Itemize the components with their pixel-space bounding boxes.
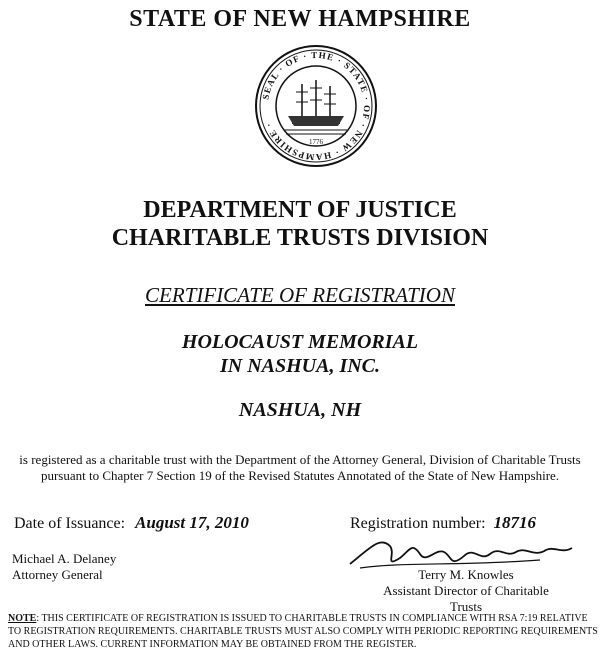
attorney-general-block xyxy=(12,551,116,583)
note-label: NOTE xyxy=(8,613,37,624)
assistant-director-block xyxy=(376,567,556,615)
certificate-title: CERTIFICATE OF REGISTRATION xyxy=(145,283,455,307)
statement-line-1: is registered as a charitable trust with the Department of the Attorney General, Division of Charitable Trusts xyxy=(19,452,581,467)
note-text: : THIS CERTIFICATE OF REGISTRATION IS ISSUED TO CHARITABLE TRUSTS IN COMPLIANCE WITH RSA 7:19 RELATIVE TO REGISTRATION REQUIREMENTS. CHARITABLE TRUSTS MUST ALSO COMPLY WITH PERIODIC REPORTING REQUIREMENTS AND OTHER LAWS. CURRENT INFORMATION MAY BE OBTAINED FROM THE REGISTER. xyxy=(8,613,598,650)
issuance-date xyxy=(14,513,249,533)
registration-label: Registration number: xyxy=(350,515,486,532)
department-heading xyxy=(0,196,600,252)
svg-text:SEAL · OF · THE · STATE · OF ·: SEAL · OF · THE · STATE · OF · NEW · HAMPSHIRE · xyxy=(260,49,373,163)
state-seal-icon xyxy=(254,44,378,168)
issuance-value: August 17, 2010 xyxy=(135,513,249,532)
organization-line-2: IN NASHUA, INC. xyxy=(219,355,381,377)
organization-line-1: HOLOCAUST MEMORIAL xyxy=(181,331,419,353)
assistant-director-title: Assistant Director of Charitable Trusts xyxy=(383,583,549,614)
organization-name xyxy=(0,330,600,378)
statement-line-2: pursuant to Chapter 7 Section 19 of the Revised Statutes Annotated of the State of New Hampshire. xyxy=(40,468,560,483)
department-line-1: DEPARTMENT OF JUSTICE xyxy=(143,197,457,223)
department-line-2: CHARITABLE TRUSTS DIVISION xyxy=(111,225,489,251)
issuance-label: Date of Issuance: xyxy=(14,515,126,532)
state-title: STATE OF NEW HAMPSHIRE xyxy=(129,6,471,32)
attorney-general-title: Attorney General xyxy=(12,567,103,582)
registration-statement xyxy=(0,452,600,484)
registration-value: 18716 xyxy=(493,513,537,532)
assistant-director-name: Terry M. Knowles xyxy=(418,567,514,582)
attorney-general-name: Michael A. Delaney xyxy=(12,551,117,566)
certificate-note xyxy=(8,612,598,651)
organization-location: NASHUA, NH xyxy=(238,399,362,421)
svg-text:1776: 1776 xyxy=(309,138,323,146)
